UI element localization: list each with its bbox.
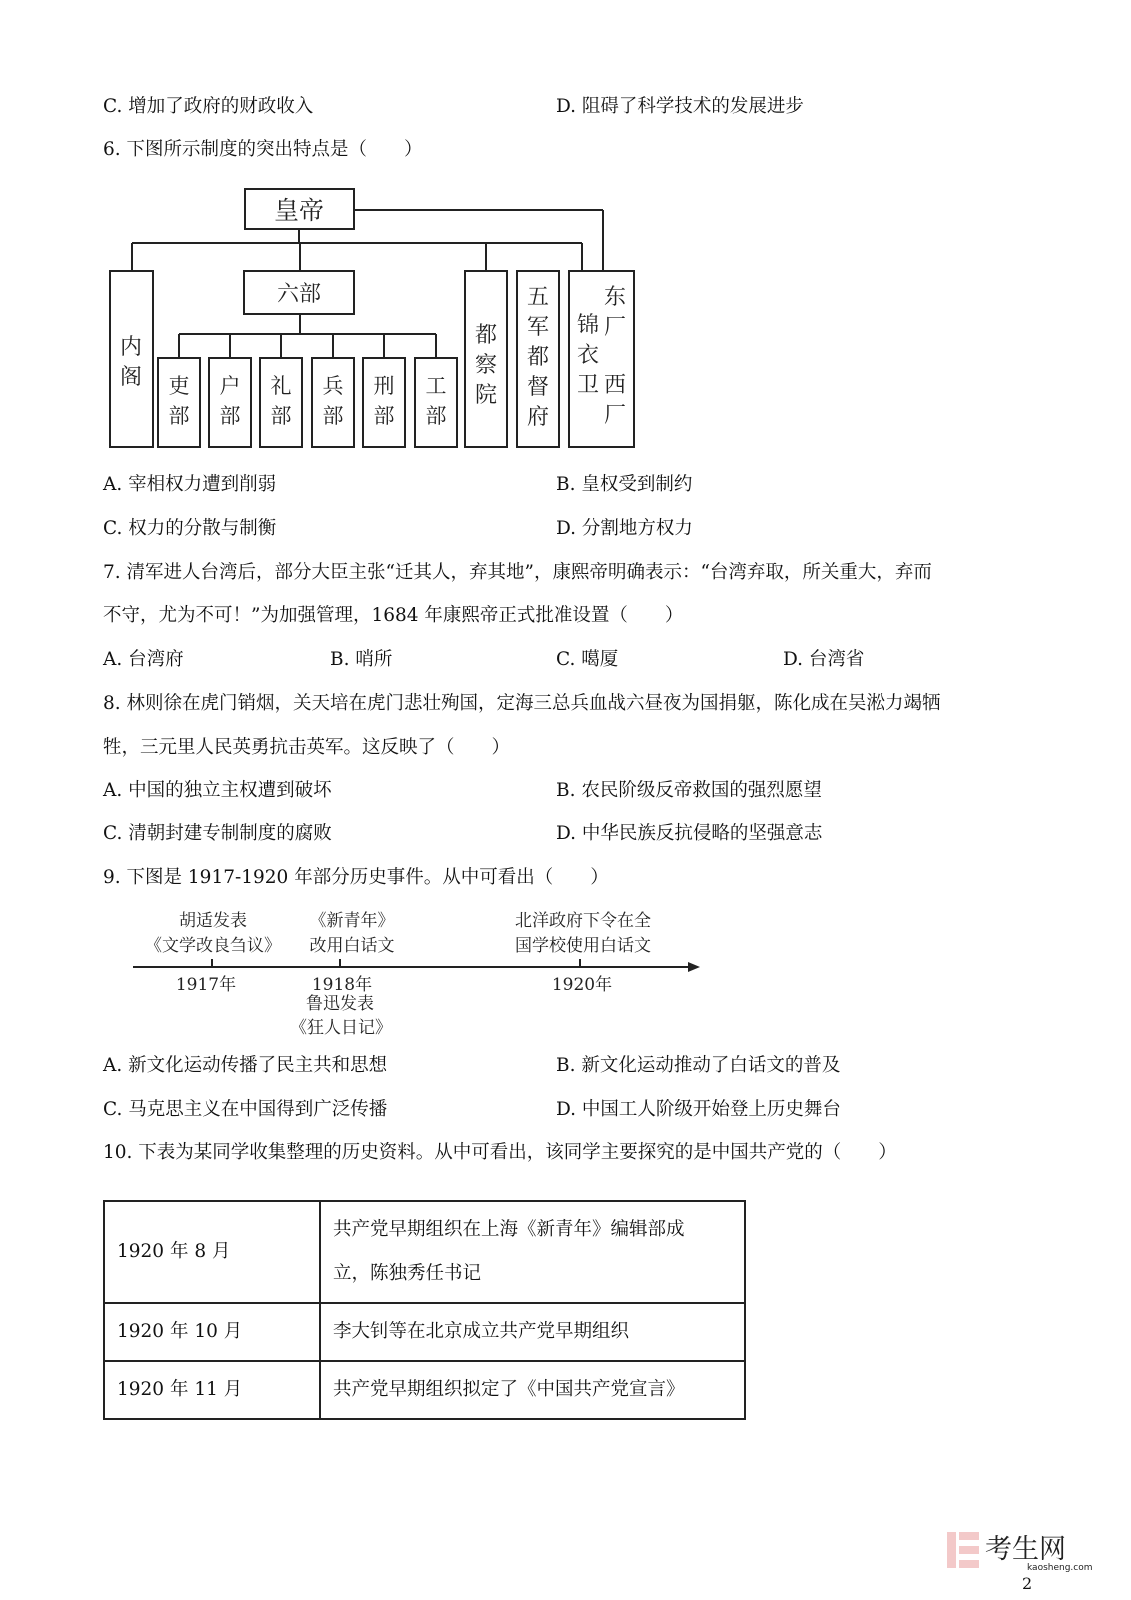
ministry-label-2a: 户 bbox=[219, 374, 241, 398]
event-beiyang-1: 北洋政府下令在全 bbox=[515, 911, 651, 931]
ministry-label-1a: 吏 bbox=[168, 374, 190, 398]
svg-text:府: 府 bbox=[526, 405, 550, 430]
event-luxun-1: 鲁迅发表 bbox=[306, 994, 374, 1014]
watermark-name: 考生网 bbox=[985, 1534, 1066, 1565]
table-row bbox=[104, 1201, 745, 1303]
table-row bbox=[104, 1303, 745, 1361]
q8-option-c: C. 清朝封建专制制度的腐败 bbox=[103, 823, 332, 844]
year-1917: 1917年 bbox=[175, 975, 237, 995]
svg-text:督: 督 bbox=[526, 375, 550, 400]
ministry-label-6a: 工 bbox=[425, 374, 447, 398]
q7-stem-line2: 不守，尤为不可！”为加强管理，1684 年康熙帝正式批准设置（ ） bbox=[103, 605, 684, 626]
emperor-label: 皇帝 bbox=[273, 196, 325, 225]
svg-text:五: 五 bbox=[526, 285, 550, 310]
table-cell-event: 共产党早期组织拟定了《中国共产党宣言》 bbox=[320, 1361, 745, 1419]
q8-option-b: B. 农民阶级反帝救国的强烈愿望 bbox=[556, 780, 822, 801]
q7-option-a: A. 台湾府 bbox=[103, 649, 184, 670]
ministry-label-4a: 兵 bbox=[322, 374, 344, 398]
six-ministries-label: 六部 bbox=[276, 282, 322, 307]
q7-stem-line1: 7. 清军进人台湾后，部分大臣主张“迁其人，弃其地”，康熙帝明确表示：“台湾弃取，所关重大，弃而 bbox=[103, 562, 932, 583]
table-row bbox=[104, 1361, 745, 1419]
ministry-box-li2 bbox=[260, 358, 302, 447]
neige-label bbox=[120, 335, 142, 390]
q5-option-c: C. 增加了政府的财政收入 bbox=[103, 96, 314, 117]
q8-stem-line2: 牲，三元里人民英勇抗击英军。这反映了（ ） bbox=[103, 737, 511, 758]
q9-stem: 9. 下图是 1917-1920 年部分历史事件。从中可看出（ ） bbox=[103, 867, 609, 888]
event-luxun-2: 《狂人日记》 bbox=[290, 1018, 392, 1038]
svg-text:阁: 阁 bbox=[119, 365, 143, 390]
svg-text:西: 西 bbox=[603, 373, 627, 398]
q6-option-c: C. 权力的分散与制衡 bbox=[103, 518, 277, 539]
page-number: 2 bbox=[1022, 1574, 1033, 1593]
svg-text:衣: 衣 bbox=[576, 343, 600, 368]
ministry-label-3b: 部 bbox=[270, 404, 292, 428]
svg-text:卫: 卫 bbox=[576, 373, 600, 398]
ministry-box-xing bbox=[363, 358, 405, 447]
q8-option-a: A. 中国的独立主权遭到破坏 bbox=[103, 780, 332, 801]
ministry-label-3a: 礼 bbox=[270, 374, 292, 398]
timeline-1917-1920 bbox=[130, 905, 710, 1040]
history-table bbox=[103, 1200, 746, 1420]
event-xinqingnian-1: 《新青年》 bbox=[309, 911, 395, 931]
svg-text:都: 都 bbox=[474, 323, 498, 348]
ministry-label-5b: 部 bbox=[373, 404, 395, 428]
q10-stem: 10. 下表为某同学收集整理的历史资料。从中可看出，该同学主要探究的是中国共产党的（ ） bbox=[103, 1142, 897, 1163]
q6-stem: 6. 下图所示制度的突出特点是（ ） bbox=[103, 139, 423, 160]
ministry-label-5a: 刑 bbox=[373, 374, 395, 398]
q6-option-a: A. 宰相权力遭到削弱 bbox=[103, 474, 277, 495]
ministry-label-1b: 部 bbox=[168, 404, 190, 428]
ministry-label-6b: 部 bbox=[425, 404, 447, 428]
q9-option-d: D. 中国工人阶级开始登上历史舞台 bbox=[556, 1099, 841, 1120]
ministry-box-bing bbox=[312, 358, 354, 447]
q7-option-c: C. 噶厦 bbox=[556, 649, 619, 670]
ministry-label-4b: 部 bbox=[322, 404, 344, 428]
svg-text:内: 内 bbox=[119, 335, 143, 360]
event-hushi-2: 《文学改良刍议》 bbox=[145, 936, 281, 956]
xichang-label bbox=[604, 373, 626, 428]
ministry-box-gong bbox=[415, 358, 457, 447]
table-cell-date: 1920 年 8 月 bbox=[104, 1201, 320, 1303]
year-1920: 1920年 bbox=[551, 975, 613, 995]
q7-option-d: D. 台湾省 bbox=[783, 649, 865, 670]
q9-option-b: B. 新文化运动推动了白话文的普及 bbox=[556, 1055, 841, 1076]
table-cell-date: 1920 年 10 月 bbox=[104, 1303, 320, 1361]
wujun-label bbox=[527, 285, 549, 430]
q6-option-d: D. 分割地方权力 bbox=[556, 518, 693, 539]
dongchang-label bbox=[604, 285, 626, 340]
table-cell-event bbox=[320, 1201, 745, 1303]
svg-text:锦: 锦 bbox=[576, 313, 600, 338]
table-cell-date: 1920 年 11 月 bbox=[104, 1361, 320, 1419]
jinyiwei-label bbox=[577, 313, 599, 398]
q8-stem-line1: 8. 林则徐在虎门销烟，关天培在虎门悲壮殉国，定海三总兵血战六昼夜为国捐躯，陈化成在吴淞力竭牺 bbox=[103, 693, 941, 714]
svg-text:院: 院 bbox=[474, 383, 498, 408]
q8-option-d: D. 中华民族反抗侵略的坚强意志 bbox=[556, 823, 823, 844]
ministry-box-li bbox=[158, 358, 200, 447]
ministry-box-hu bbox=[209, 358, 251, 447]
ming-government-diagram bbox=[100, 180, 645, 455]
q7-option-b: B. 哨所 bbox=[330, 649, 393, 670]
duchayuan-label bbox=[475, 323, 497, 408]
table-cell-event-line: 立，陈独秀任书记 bbox=[333, 1263, 482, 1284]
event-xinqingnian-2: 改用白话文 bbox=[309, 936, 395, 956]
svg-text:军: 军 bbox=[526, 315, 550, 340]
year-1918: 1918年 bbox=[311, 975, 373, 995]
q9-option-c: C. 马克思主义在中国得到广泛传播 bbox=[103, 1099, 388, 1120]
svg-text:都: 都 bbox=[526, 345, 550, 370]
q6-option-b: B. 皇权受到制约 bbox=[556, 474, 693, 495]
q9-option-a: A. 新文化运动传播了民主共和思想 bbox=[103, 1055, 388, 1076]
svg-text:厂: 厂 bbox=[603, 315, 627, 340]
q5-option-d: D. 阻碍了科学技术的发展进步 bbox=[556, 96, 804, 117]
watermark-icon bbox=[947, 1532, 979, 1568]
watermark-url: kaosheng.com bbox=[1027, 1563, 1093, 1572]
svg-text:察: 察 bbox=[474, 353, 498, 378]
svg-text:厂: 厂 bbox=[603, 403, 627, 428]
table-cell-event: 李大钊等在北京成立共产党早期组织 bbox=[320, 1303, 745, 1361]
table-cell-event-line: 共产党早期组织在上海《新青年》编辑部成 bbox=[333, 1219, 685, 1240]
watermark-logo bbox=[945, 1530, 1095, 1576]
event-hushi-1: 胡适发表 bbox=[179, 911, 247, 931]
event-beiyang-2: 国学校使用白话文 bbox=[515, 936, 651, 956]
ministry-label-2b: 部 bbox=[219, 404, 241, 428]
svg-text:东: 东 bbox=[603, 285, 627, 310]
